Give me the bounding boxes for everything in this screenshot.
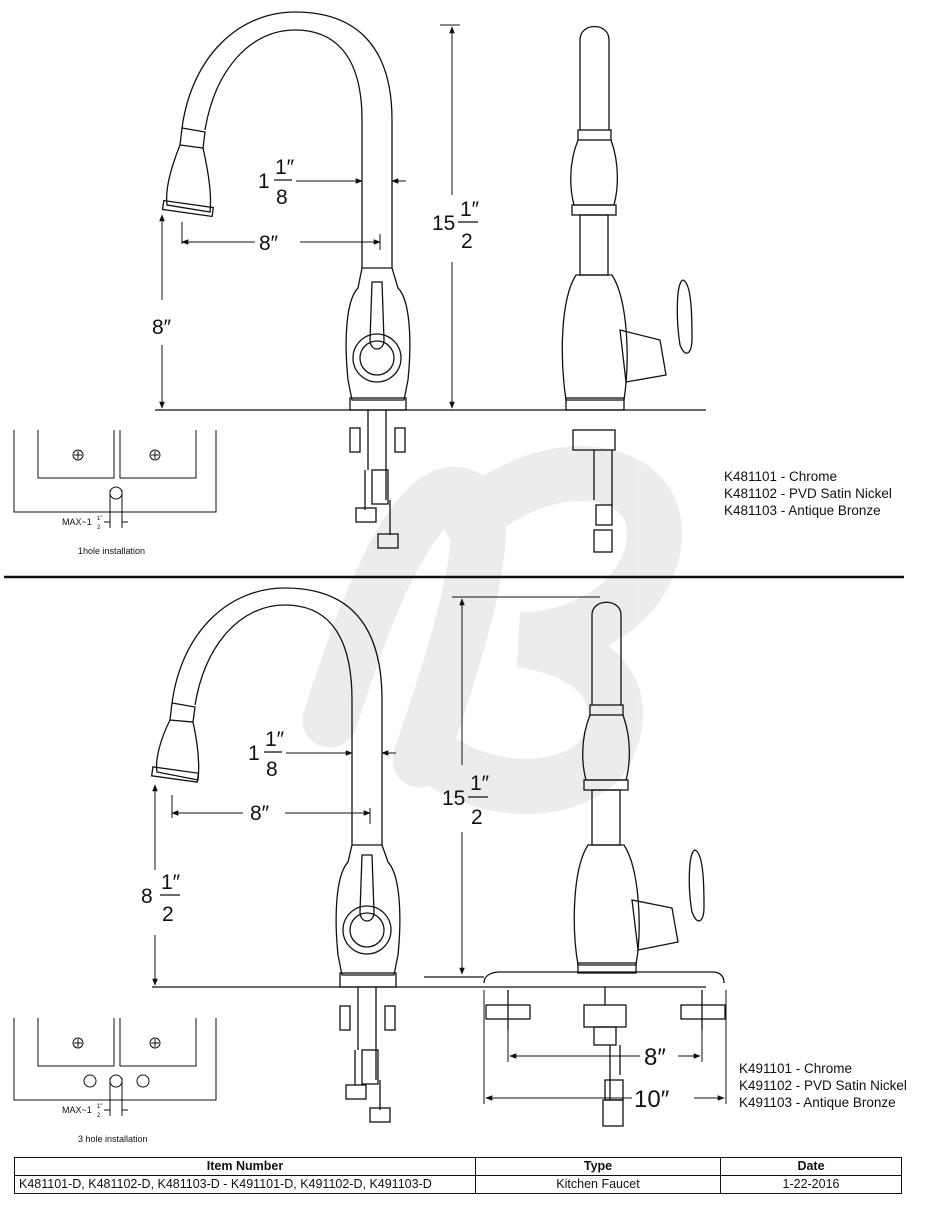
bottom-dim-spout-height <box>141 871 181 926</box>
top-dim-reach: 8″ <box>259 232 279 255</box>
svg-text:1″: 1″ <box>460 198 480 221</box>
model-label: K481102 - PVD Satin Nickel <box>724 486 892 501</box>
top-dimension-lines <box>162 25 460 408</box>
svg-text:1″: 1″ <box>97 1104 103 1110</box>
top-dim-overall-height <box>432 198 480 253</box>
model-label: K481101 - Chrome <box>724 469 838 484</box>
bottom-dim-spout-diameter <box>248 728 285 781</box>
svg-text:MAX~1: MAX~1 <box>62 1105 92 1115</box>
watermark-logo <box>330 474 655 787</box>
model-label: K491101 - Chrome <box>739 1061 853 1076</box>
top-install-max <box>62 516 103 531</box>
bottom-install-max <box>62 1104 103 1119</box>
top-dim-spout-diameter <box>258 156 295 209</box>
table-header-row <box>15 1158 902 1176</box>
svg-text:1″: 1″ <box>265 728 285 751</box>
top-sink-diagram <box>14 430 216 528</box>
top-install-note: 1hole installation <box>78 546 146 556</box>
item-info-table <box>14 1157 902 1194</box>
cell-item-number: K481101-D, K481102-D, K481103-D - K491101-D, K491102-D, K491103-D <box>15 1176 476 1194</box>
top-dim-spout-height: 8″ <box>152 316 172 339</box>
svg-text:MAX~1: MAX~1 <box>62 517 92 527</box>
svg-text:15: 15 <box>442 787 466 810</box>
svg-text:1″: 1″ <box>470 772 490 795</box>
bottom-dim-handle-spread: 8″ <box>644 1044 666 1071</box>
svg-text:8: 8 <box>276 186 288 209</box>
bottom-dim-plate-width: 10″ <box>634 1086 670 1113</box>
svg-text:2: 2 <box>471 806 483 829</box>
header-item-number: Item Number <box>15 1158 476 1176</box>
model-label: K491103 - Antique Bronze <box>739 1095 896 1110</box>
svg-text:15: 15 <box>432 212 456 235</box>
cell-date: 1-22-2016 <box>721 1176 902 1194</box>
bottom-sink-diagram <box>14 1018 216 1116</box>
svg-text:2: 2 <box>97 1113 101 1119</box>
bottom-dim-reach: 8″ <box>250 802 270 825</box>
svg-text:1: 1 <box>248 742 260 765</box>
table-row <box>15 1176 902 1194</box>
header-type: Type <box>476 1158 721 1176</box>
svg-text:1″: 1″ <box>161 871 181 894</box>
svg-text:8: 8 <box>266 758 278 781</box>
top-model-list <box>724 468 892 519</box>
bottom-install-note: 3 hole installation <box>78 1134 148 1144</box>
svg-text:1″: 1″ <box>97 516 103 522</box>
model-label: K491102 - PVD Satin Nickel <box>739 1078 907 1093</box>
svg-text:1: 1 <box>258 170 270 193</box>
svg-text:2: 2 <box>162 903 174 926</box>
header-date: Date <box>721 1158 902 1176</box>
bottom-model-list <box>739 1060 907 1111</box>
cell-type: Kitchen Faucet <box>476 1176 721 1194</box>
svg-text:1″: 1″ <box>275 156 295 179</box>
svg-text:2: 2 <box>97 525 101 531</box>
svg-text:2: 2 <box>461 230 473 253</box>
svg-text:8: 8 <box>141 885 153 908</box>
model-label: K481103 - Antique Bronze <box>724 503 881 518</box>
